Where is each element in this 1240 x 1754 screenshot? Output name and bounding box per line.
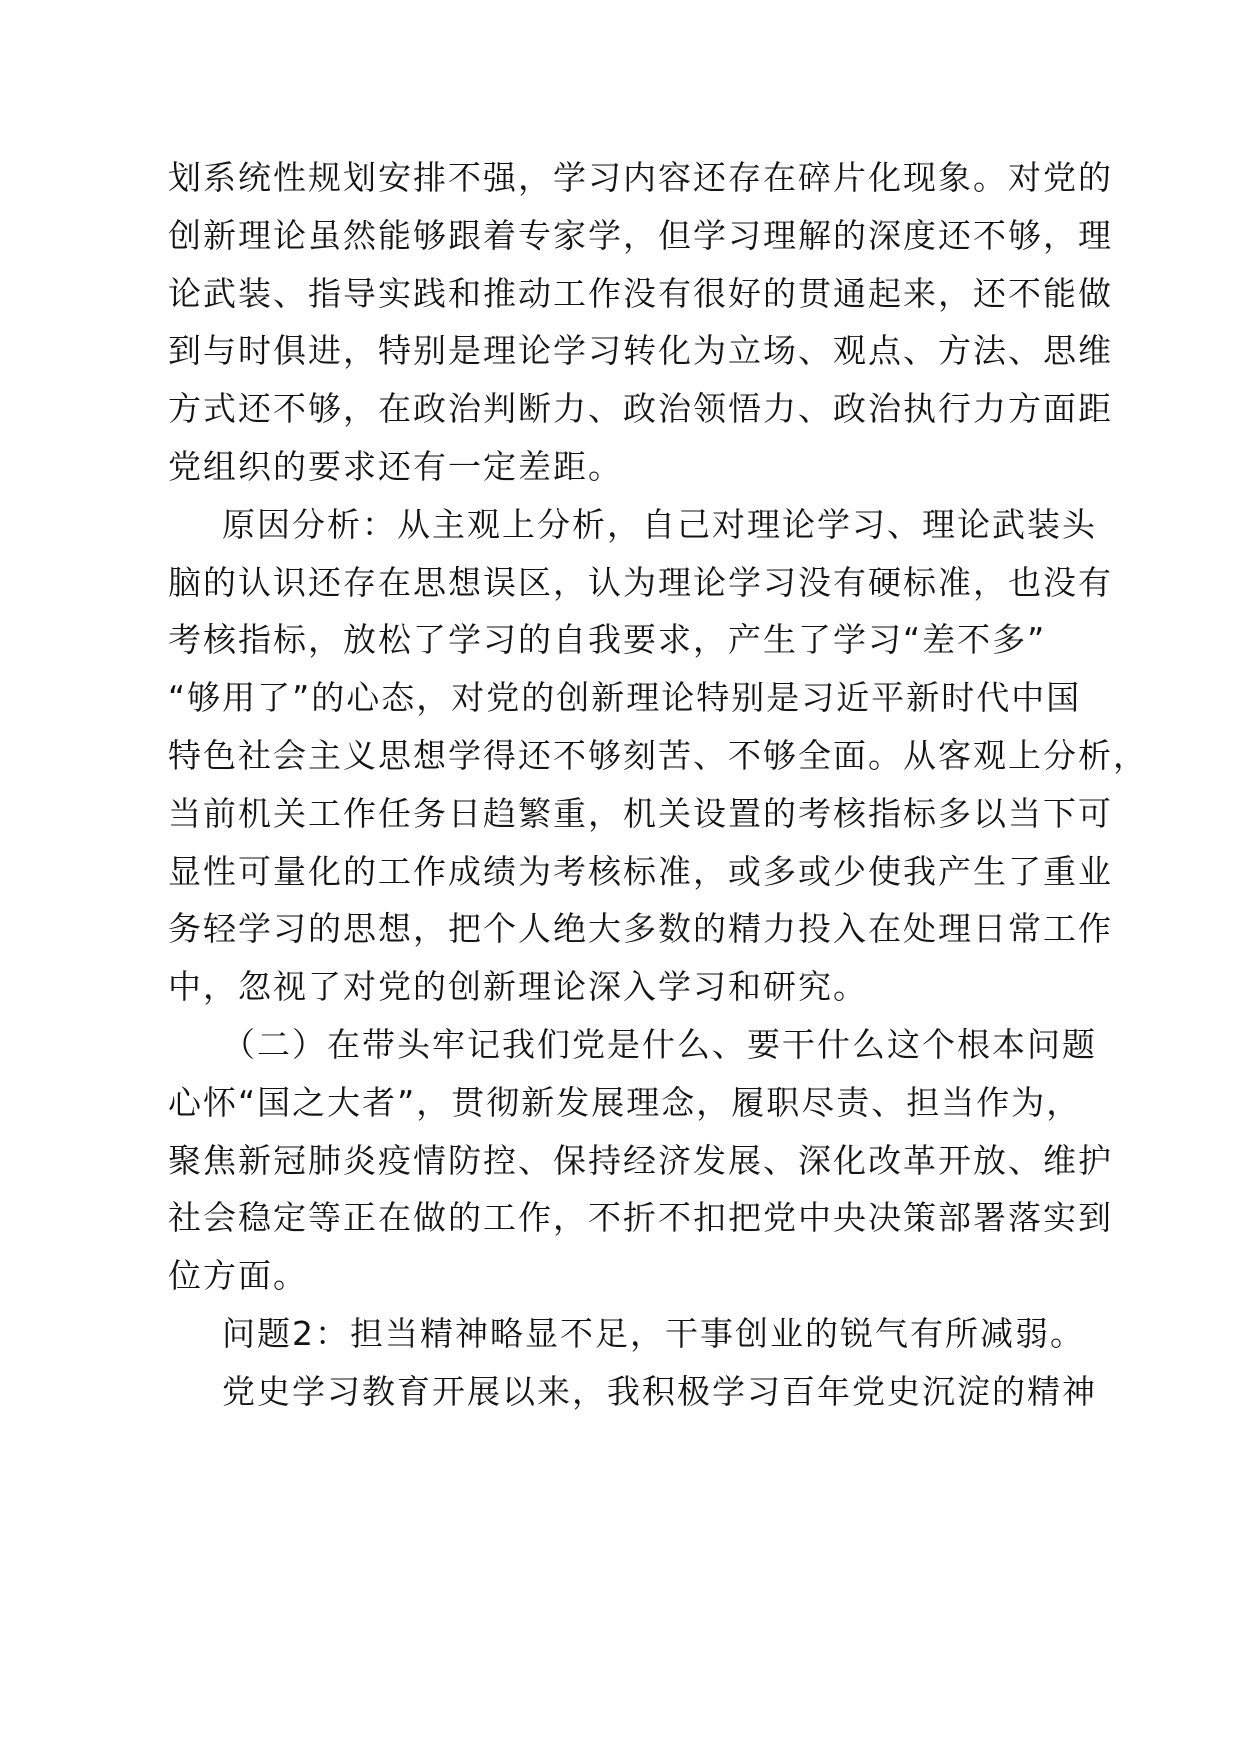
text-line: 心怀“国之大者”，贯彻新发展理念，履职尽责、担当作为， xyxy=(168,1082,1082,1122)
text-line: 原因分析：从主观上分析，自己对理论学习、理论武装头 xyxy=(222,504,1097,544)
paragraph-problem-description xyxy=(168,149,1168,496)
text-line: 中，忽视了对党的创新理论深入学习和研究。 xyxy=(168,967,868,1007)
paragraph-body xyxy=(168,1363,1168,1421)
document-body xyxy=(168,149,1168,1421)
text-line: 创新理论虽然能够跟着专家学，但学习理解的深度还不够，理 xyxy=(168,215,1113,255)
text-line: 方式还不够，在政治判断力、政治领悟力、政治执行力方面距 xyxy=(168,389,1113,429)
text-line: 党组织的要求还有一定差距。 xyxy=(168,446,623,486)
text-line: 问题2：担当精神略显不足，干事创业的锐气有所减弱。 xyxy=(222,1313,1085,1353)
text-line: 务轻学习的思想，把个人绝大多数的精力投入在处理日常工作 xyxy=(168,909,1113,949)
text-line: 聚焦新冠肺炎疫情防控、保持经济发展、深化改革开放、维护 xyxy=(168,1140,1113,1180)
text-line: “够用了”的心态，对党的创新理论特别是习近平新时代中国 xyxy=(168,678,1082,718)
text-line: 当前机关工作任务日趋繁重，机关设置的考核指标多以当下可 xyxy=(168,793,1113,833)
text-line: 显性可量化的工作成绩为考核标准，或多或少使我产生了重业 xyxy=(168,851,1113,891)
text-line: 脑的认识还存在思想误区，认为理论学习没有硬标准，也没有 xyxy=(168,562,1113,602)
text-line: 党史学习教育开展以来，我积极学习百年党史沉淀的精神 xyxy=(222,1371,1097,1411)
text-line: 社会稳定等正在做的工作，不折不扣把党中央决策部署落实到 xyxy=(168,1198,1113,1238)
text-line: 考核指标，放松了学习的自我要求，产生了学习“差不多” xyxy=(168,620,1047,660)
text-line: 位方面。 xyxy=(168,1256,308,1296)
text-line: 论武装、指导实践和推动工作没有很好的贯通起来，还不能做 xyxy=(168,273,1113,313)
text-line: 到与时俱进，特别是理论学习转化为立场、观点、方法、思维 xyxy=(168,331,1113,371)
text-line: 划系统性规划安排不强，学习内容还存在碎片化现象。对党的 xyxy=(168,158,1113,197)
text-line: 特色社会主义思想学得还不够刻苦、不够全面。从客观上分析， xyxy=(168,735,1148,775)
paragraph-section-heading xyxy=(168,1016,1168,1305)
paragraph-problem-heading xyxy=(168,1305,1168,1363)
text-line: （二）在带头牢记我们党是什么、要干什么这个根本问题 xyxy=(222,1024,1097,1064)
paragraph-cause-analysis xyxy=(168,496,1168,1016)
